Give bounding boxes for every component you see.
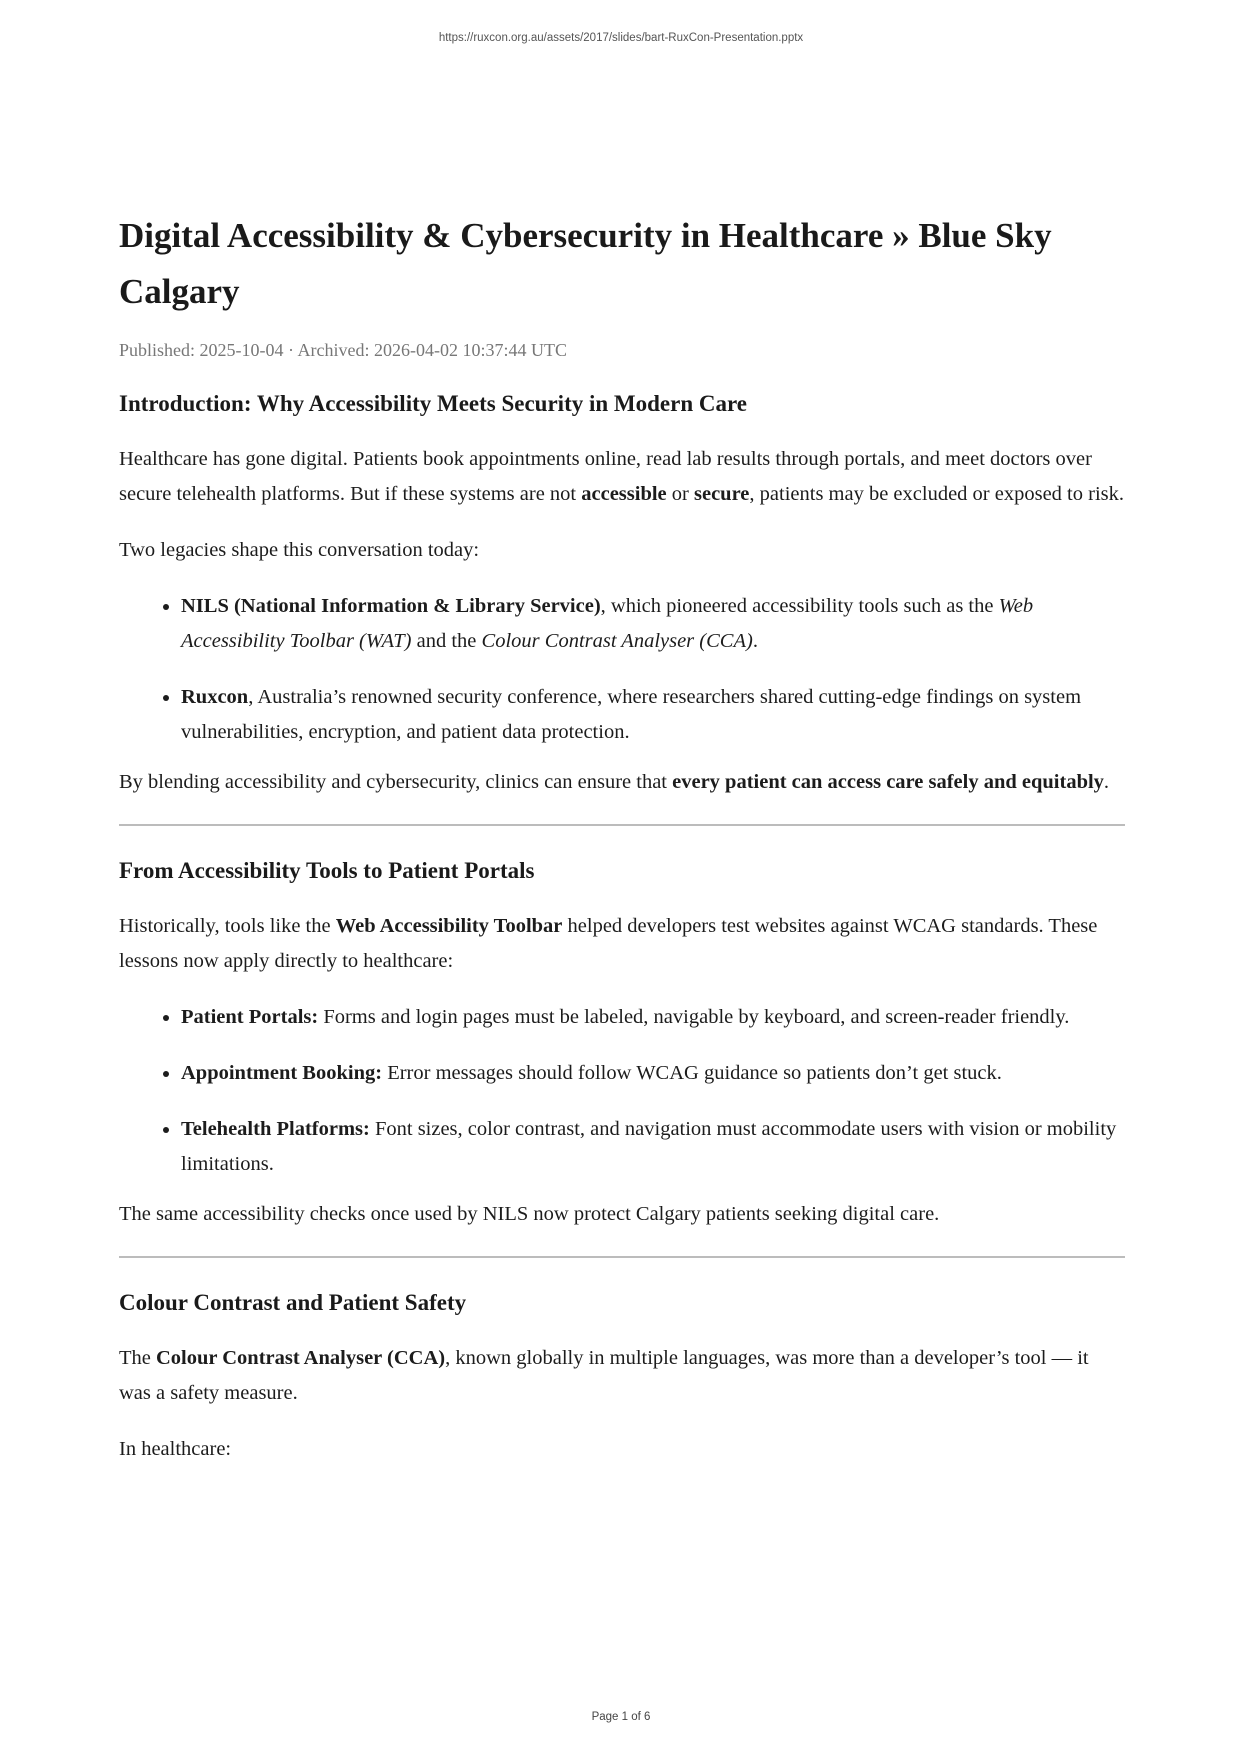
page-number: Page 1 of 6	[591, 1711, 651, 1723]
intro-text: Healthcare has gone digital. Patients book appointments online, read lab results through portals, and meet doctors over secure telehealth platforms. But if these systems are not	[119, 448, 1092, 505]
section-divider	[119, 824, 1125, 826]
legacies-paragraph: Two legacies shape this conversation today:	[119, 539, 480, 561]
list-item-bold: Appointment Booking:	[181, 1062, 383, 1084]
source-url: https://ruxcon.org.au/assets/2017/slides/bart-RuxCon-Presentation.pptx	[438, 32, 804, 44]
section-heading-introduction: Introduction: Why Accessibility Meets Security in Modern Care	[119, 391, 747, 416]
list-item-text: , which pioneered accessibility tools such as the	[600, 595, 999, 617]
list-item	[181, 1056, 1125, 1091]
cca-text: The	[119, 1347, 156, 1369]
list-item-bold: Telehealth Platforms:	[181, 1118, 370, 1140]
list-item-italic: Web Accessibility Toolbar (WAT)	[181, 595, 1034, 652]
list-item	[181, 589, 1125, 659]
list-item-bold: Ruxcon	[181, 686, 249, 708]
section-heading-patient-portals: From Accessibility Tools to Patient Portals	[119, 858, 535, 883]
intro-paragraph	[119, 442, 1125, 512]
list-item-bold: NILS (National Information & Library Service)	[181, 595, 601, 617]
article	[119, 208, 1125, 1467]
in-healthcare-paragraph: In healthcare:	[119, 1438, 232, 1460]
healthcare-list	[119, 1000, 1125, 1182]
conclusion-text: By blending accessibility and cybersecurity, clinics can ensure that	[119, 771, 673, 793]
list-item-text: .	[752, 630, 758, 652]
list-item-text: Font sizes, color contrast, and navigation must accommodate users with vision or mobility limitations.	[181, 1118, 1117, 1175]
list-item	[181, 1112, 1125, 1182]
history-text: helped developers test websites against WCAG standards. These lessons now apply directly to healthcare:	[119, 915, 1098, 972]
intro-text: or	[666, 483, 694, 505]
nils-paragraph: The same accessibility checks once used by NILS now protect Calgary patients seeking digital care.	[119, 1203, 940, 1225]
list-item-bold: Patient Portals:	[181, 1006, 319, 1028]
history-paragraph	[119, 909, 1125, 979]
section-heading-colour-contrast: Colour Contrast and Patient Safety	[119, 1290, 467, 1315]
list-item-text: Error messages should follow WCAG guidance so patients don’t get stuck.	[382, 1062, 1002, 1084]
list-item	[181, 680, 1125, 750]
history-text: Historically, tools like the	[119, 915, 336, 937]
intro-bold-secure: secure	[694, 483, 750, 505]
list-item	[181, 1000, 1125, 1035]
page-title: Digital Accessibility & Cybersecurity in Healthcare » Blue Sky Calgary	[119, 216, 1052, 311]
intro-text: , patients may be excluded or exposed to risk.	[749, 483, 1125, 505]
history-bold: Web Accessibility Toolbar	[335, 915, 563, 937]
list-item-italic: Colour Contrast Analyser (CCA)	[481, 630, 753, 652]
cca-bold: Colour Contrast Analyser (CCA)	[156, 1347, 446, 1369]
legacies-list	[119, 589, 1125, 750]
list-item-text: and the	[411, 630, 482, 652]
section-divider	[119, 1256, 1125, 1258]
intro-bold-accessible: accessible	[581, 483, 667, 505]
list-item-text: Forms and login pages must be labeled, navigable by keyboard, and screen-reader friendly.	[318, 1006, 1070, 1028]
conclusion-text: .	[1103, 771, 1110, 793]
list-item-text: , Australia’s renowned security conference, where researchers shared cutting-edge findings on system vulnerabilities, encryption, and patient data protection.	[181, 686, 1082, 743]
cca-text: , known globally in multiple languages, was more than a developer’s tool — it was a safety measure.	[119, 1347, 1089, 1404]
cca-paragraph	[119, 1341, 1125, 1411]
publish-meta: Published: 2025-10-04 · Archived: 2026-04-02 10:37:44 UTC	[119, 340, 567, 360]
conclusion-bold: every patient can access care safely and equitably	[672, 771, 1104, 793]
conclusion-paragraph	[119, 765, 1125, 800]
